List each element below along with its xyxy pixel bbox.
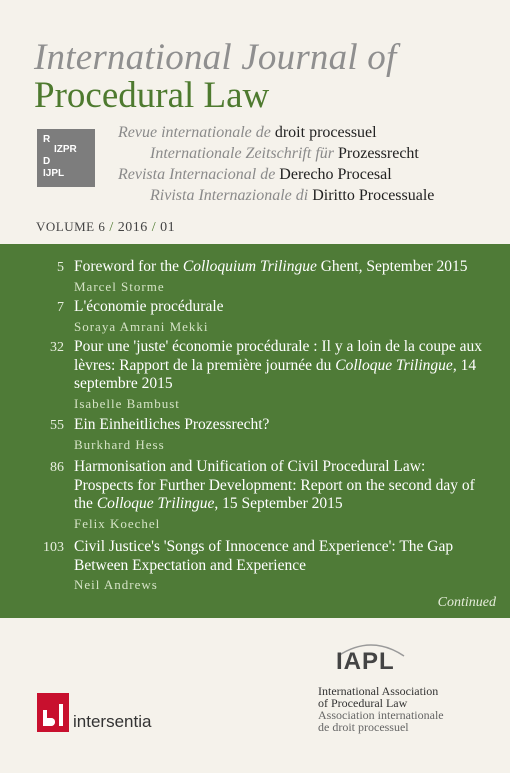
volume-label: VOLUME 6 xyxy=(36,219,106,234)
volume-info xyxy=(36,219,175,236)
toc-title: Harmonisation and Unification of Civil Procedural Law: Prospects for Further Development: Report on the second day of the Colloque Trilingue, 15 September 2015 xyxy=(74,458,475,512)
toc-author: Burkhard Hess xyxy=(74,437,165,452)
subtitle-it: Rivista Internazionale di Diritto Processuale xyxy=(150,187,435,204)
toc-page-number: 5 xyxy=(57,260,64,275)
badge-letter-r: R xyxy=(43,134,51,145)
badge-izpr: IZPR xyxy=(54,144,77,155)
intersentia-logo-icon xyxy=(37,693,69,732)
badge-ijpl: IJPL xyxy=(43,168,65,179)
volume-issue: 01 xyxy=(160,220,176,235)
toc-author: Soraya Amrani Mekki xyxy=(74,319,209,334)
volume-separator: / xyxy=(109,220,114,235)
toc-title: Civil Justice's 'Songs of Innocence and Experience': The Gap Between Expectation and Experience xyxy=(74,538,454,574)
continued-label: Continued xyxy=(437,595,496,610)
volume-year: 2016 xyxy=(117,220,148,235)
toc-author: Neil Andrews xyxy=(74,577,158,592)
journal-title-line2: Procedural Law xyxy=(34,75,270,116)
toc-page-number: 86 xyxy=(50,460,64,475)
toc-title: Ein Einheitliches Prozessrecht? xyxy=(74,416,270,433)
toc-page-number: 7 xyxy=(57,300,64,315)
publisher-name: intersentia xyxy=(73,712,152,731)
toc-title: Foreword for the Colloquium Trilingue Ghent, September 2015 xyxy=(74,258,468,275)
toc-page-number: 55 xyxy=(50,418,64,433)
subtitle-de: Internationale Zeitschrift für Prozessrecht xyxy=(150,145,419,162)
table-of-contents xyxy=(0,244,510,618)
journal-acronym-badge xyxy=(37,129,95,187)
toc-title: Pour une 'juste' économie procédurale : Il y a loin de la coupe aux lèvres: Rapport de la première journée du Colloque Trilingue, 14 septembre 2015 xyxy=(74,338,483,392)
association-name-fr: Association internationale de droit processuel xyxy=(318,708,444,734)
toc-page-number: 103 xyxy=(43,540,64,555)
volume-separator: / xyxy=(151,220,157,235)
toc-page-number: 32 xyxy=(50,340,64,355)
journal-title-line1: International Journal of xyxy=(34,37,397,78)
toc-title: L'économie procédurale xyxy=(74,298,224,315)
subtitle-fr: Revue internationale de droit processuel xyxy=(118,124,377,141)
iapl-logo: IAPL xyxy=(336,648,395,675)
association-name-en: International Association of Procedural Law xyxy=(318,684,439,710)
toc-author: Marcel Storme xyxy=(74,279,165,294)
badge-letter-d: D xyxy=(43,156,51,167)
toc-author: Felix Koechel xyxy=(74,516,161,531)
toc-author: Isabelle Bambust xyxy=(74,396,180,411)
subtitle-es: Revista Internacional de Derecho Procesal xyxy=(118,166,392,183)
